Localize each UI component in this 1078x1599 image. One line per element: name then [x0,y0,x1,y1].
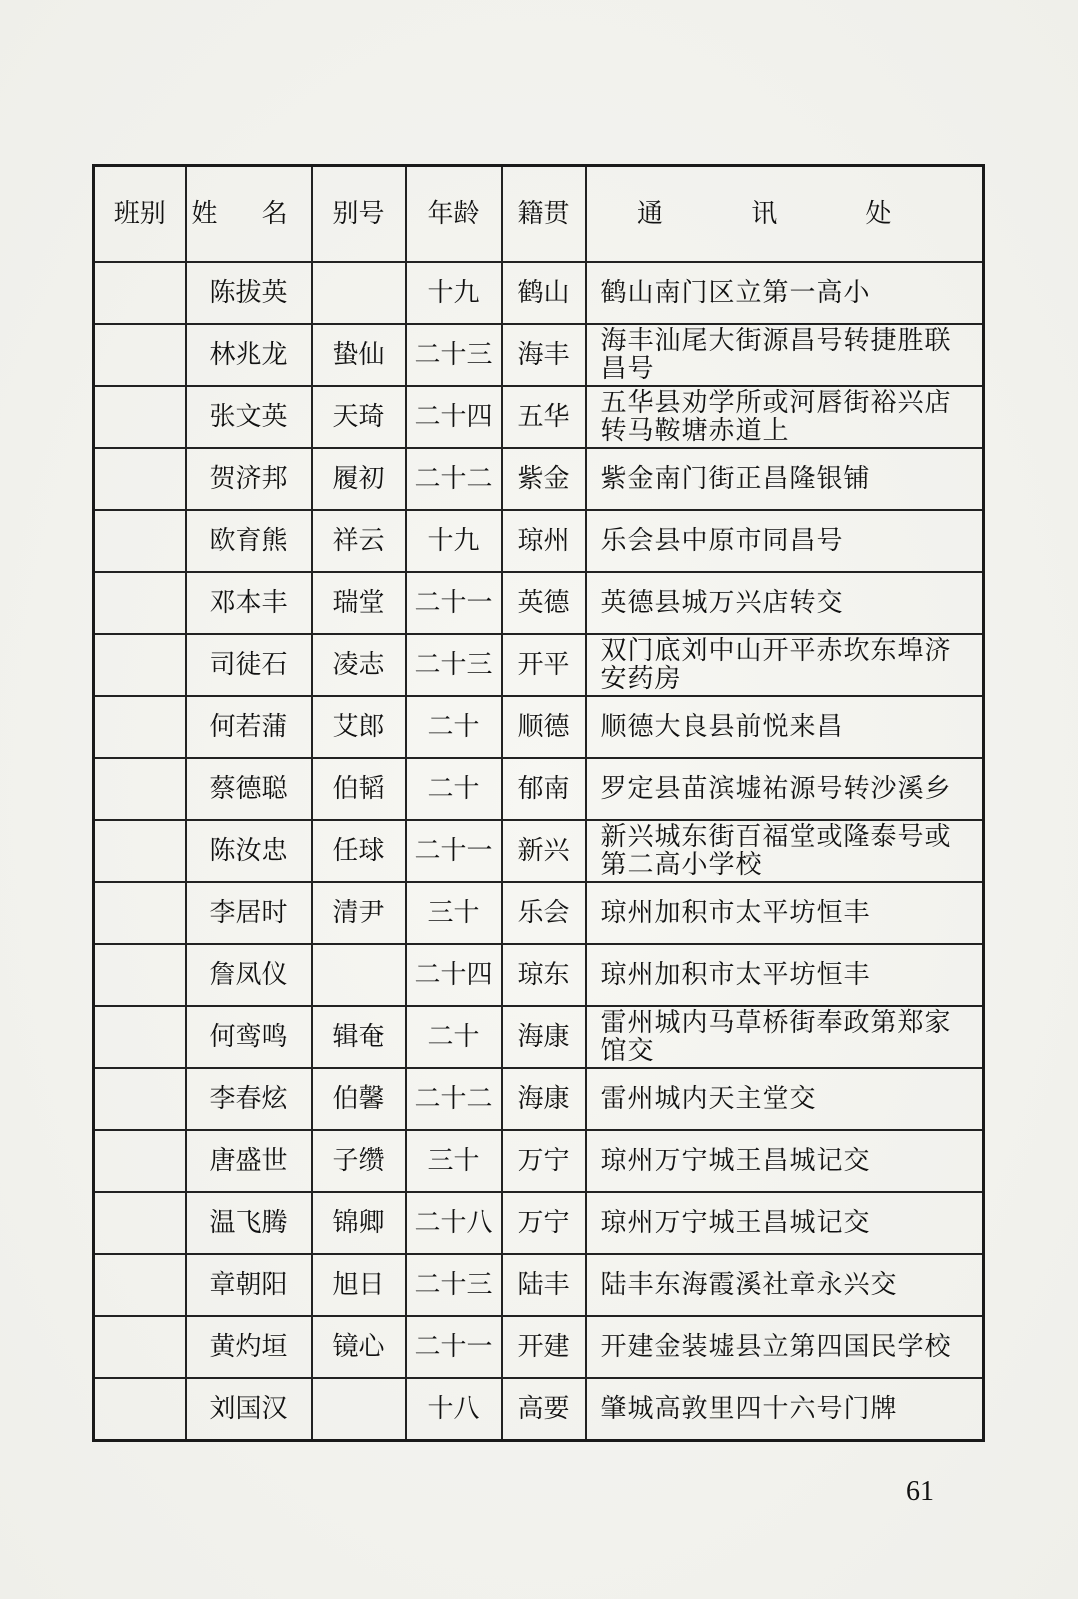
table-row [94,1068,984,1130]
cell-age: 二十二 [406,1068,502,1130]
cell-alias: 祥云 [312,510,406,572]
cell-age: 二十二 [406,448,502,510]
cell-name: 温飞腾 [186,1192,312,1254]
cell-address: 英德县城万兴店转交 [586,572,984,634]
page-number: 61 [906,1476,934,1507]
cell-age: 十九 [406,262,502,324]
cell-class [94,572,186,634]
cell-address: 鹤山南门区立第一高小 [586,262,984,324]
cell-name: 欧育熊 [186,510,312,572]
cell-address: 琼州万宁城王昌城记交 [586,1130,984,1192]
cell-address: 琼州万宁城王昌城记交 [586,1192,984,1254]
cell-native-place: 新兴 [502,820,586,882]
cell-name: 何鸾鸣 [186,1006,312,1068]
cell-address: 乐会县中原市同昌号 [586,510,984,572]
table-row [94,448,984,510]
table-row [94,262,984,324]
cell-class [94,1254,186,1316]
cell-name: 李居时 [186,882,312,944]
cell-name: 唐盛世 [186,1130,312,1192]
cell-address: 开建金装墟县立第四国民学校 [586,1316,984,1378]
cell-age: 三十 [406,882,502,944]
cell-native-place: 顺德 [502,696,586,758]
cell-address: 罗定县苗滨墟祐源号转沙溪乡 [586,758,984,820]
cell-age: 十九 [406,510,502,572]
cell-age: 二十 [406,1006,502,1068]
cell-alias: 镜心 [312,1316,406,1378]
table-row [94,634,984,696]
table-header-row [94,166,984,263]
cell-native-place: 陆丰 [502,1254,586,1316]
cell-address: 海丰汕尾大街源昌号转捷胜联昌号 [586,324,984,386]
cell-native-place: 鹤山 [502,262,586,324]
cell-native-place: 万宁 [502,1192,586,1254]
cell-name: 贺济邦 [186,448,312,510]
cell-native-place: 海丰 [502,324,586,386]
cell-name: 陈汝忠 [186,820,312,882]
cell-class [94,758,186,820]
cell-class [94,1130,186,1192]
cell-alias: 凌志 [312,634,406,696]
cell-name: 詹凤仪 [186,944,312,1006]
cell-native-place: 英德 [502,572,586,634]
cell-age: 二十三 [406,1254,502,1316]
cell-alias: 天琦 [312,386,406,448]
header-address: 通 讯 处 [586,166,984,263]
cell-name: 黄灼垣 [186,1316,312,1378]
cell-age: 二十三 [406,634,502,696]
cell-class [94,448,186,510]
cell-age: 二十一 [406,572,502,634]
cell-class [94,1378,186,1441]
table-row [94,1378,984,1441]
cell-age: 十八 [406,1378,502,1441]
cell-address: 双门底刘中山开平赤坎东埠济安药房 [586,634,984,696]
header-alias: 别号 [312,166,406,263]
cell-alias [312,262,406,324]
cell-address: 陆丰东海霞溪社章永兴交 [586,1254,984,1316]
cell-age: 二十四 [406,944,502,1006]
cell-alias: 锦卿 [312,1192,406,1254]
cell-native-place: 紫金 [502,448,586,510]
cell-name: 陈拔英 [186,262,312,324]
table-row [94,696,984,758]
cell-alias: 艾郎 [312,696,406,758]
cell-native-place: 琼州 [502,510,586,572]
cell-alias: 清尹 [312,882,406,944]
cell-name: 李春炫 [186,1068,312,1130]
cell-class [94,820,186,882]
header-age: 年龄 [406,166,502,263]
cell-class [94,696,186,758]
table-row [94,386,984,448]
cell-age: 三十 [406,1130,502,1192]
cell-alias [312,1378,406,1441]
cell-address: 肇城高敦里四十六号门牌 [586,1378,984,1441]
cell-native-place: 琼东 [502,944,586,1006]
cell-age: 二十一 [406,1316,502,1378]
student-roster-table [92,164,985,1442]
cell-address: 顺德大良县前悦来昌 [586,696,984,758]
cell-class [94,324,186,386]
cell-address: 紫金南门街正昌隆银铺 [586,448,984,510]
table-row [94,1130,984,1192]
cell-address: 琼州加积市太平坊恒丰 [586,944,984,1006]
cell-class [94,1068,186,1130]
cell-native-place: 高要 [502,1378,586,1441]
cell-class [94,1192,186,1254]
cell-age: 二十三 [406,324,502,386]
cell-age: 二十八 [406,1192,502,1254]
cell-class [94,1316,186,1378]
cell-address: 雷州城内马草桥街奉政第郑家馆交 [586,1006,984,1068]
table-row [94,572,984,634]
cell-address: 新兴城东街百福堂或隆泰号或第二高小学校 [586,820,984,882]
cell-alias: 履初 [312,448,406,510]
header-name: 姓 名 [186,166,312,263]
cell-native-place: 五华 [502,386,586,448]
cell-name: 司徒石 [186,634,312,696]
cell-name: 邓本丰 [186,572,312,634]
cell-class [94,882,186,944]
table-row [94,1254,984,1316]
cell-native-place: 海康 [502,1006,586,1068]
cell-address: 五华县劝学所或河唇街裕兴店转马鞍塘赤道上 [586,386,984,448]
table-row [94,324,984,386]
cell-age: 二十 [406,758,502,820]
cell-class [94,1006,186,1068]
table-body [94,262,984,1441]
cell-native-place: 乐会 [502,882,586,944]
header-native-place: 籍贯 [502,166,586,263]
cell-alias: 瑞堂 [312,572,406,634]
cell-native-place: 万宁 [502,1130,586,1192]
cell-class [94,510,186,572]
cell-alias: 伯韬 [312,758,406,820]
cell-age: 二十一 [406,820,502,882]
table-row [94,758,984,820]
table-row [94,1316,984,1378]
table-row [94,944,984,1006]
cell-age: 二十四 [406,386,502,448]
cell-alias: 辑奄 [312,1006,406,1068]
cell-name: 张文英 [186,386,312,448]
header-class: 班别 [94,166,186,263]
cell-native-place: 开平 [502,634,586,696]
cell-age: 二十 [406,696,502,758]
cell-alias: 蛰仙 [312,324,406,386]
cell-native-place: 开建 [502,1316,586,1378]
cell-class [94,386,186,448]
table-row [94,820,984,882]
table-row [94,1192,984,1254]
cell-native-place: 郁南 [502,758,586,820]
table-row [94,882,984,944]
cell-name: 林兆龙 [186,324,312,386]
cell-class [94,634,186,696]
cell-class [94,262,186,324]
cell-alias [312,944,406,1006]
cell-alias: 任球 [312,820,406,882]
cell-alias: 子缵 [312,1130,406,1192]
cell-name: 何若蒲 [186,696,312,758]
table-row [94,510,984,572]
cell-native-place: 海康 [502,1068,586,1130]
cell-address: 琼州加积市太平坊恒丰 [586,882,984,944]
cell-alias: 伯馨 [312,1068,406,1130]
cell-alias: 旭日 [312,1254,406,1316]
table-row [94,1006,984,1068]
cell-name: 刘国汉 [186,1378,312,1441]
cell-class [94,944,186,1006]
cell-address: 雷州城内天主堂交 [586,1068,984,1130]
cell-name: 蔡德聪 [186,758,312,820]
cell-name: 章朝阳 [186,1254,312,1316]
